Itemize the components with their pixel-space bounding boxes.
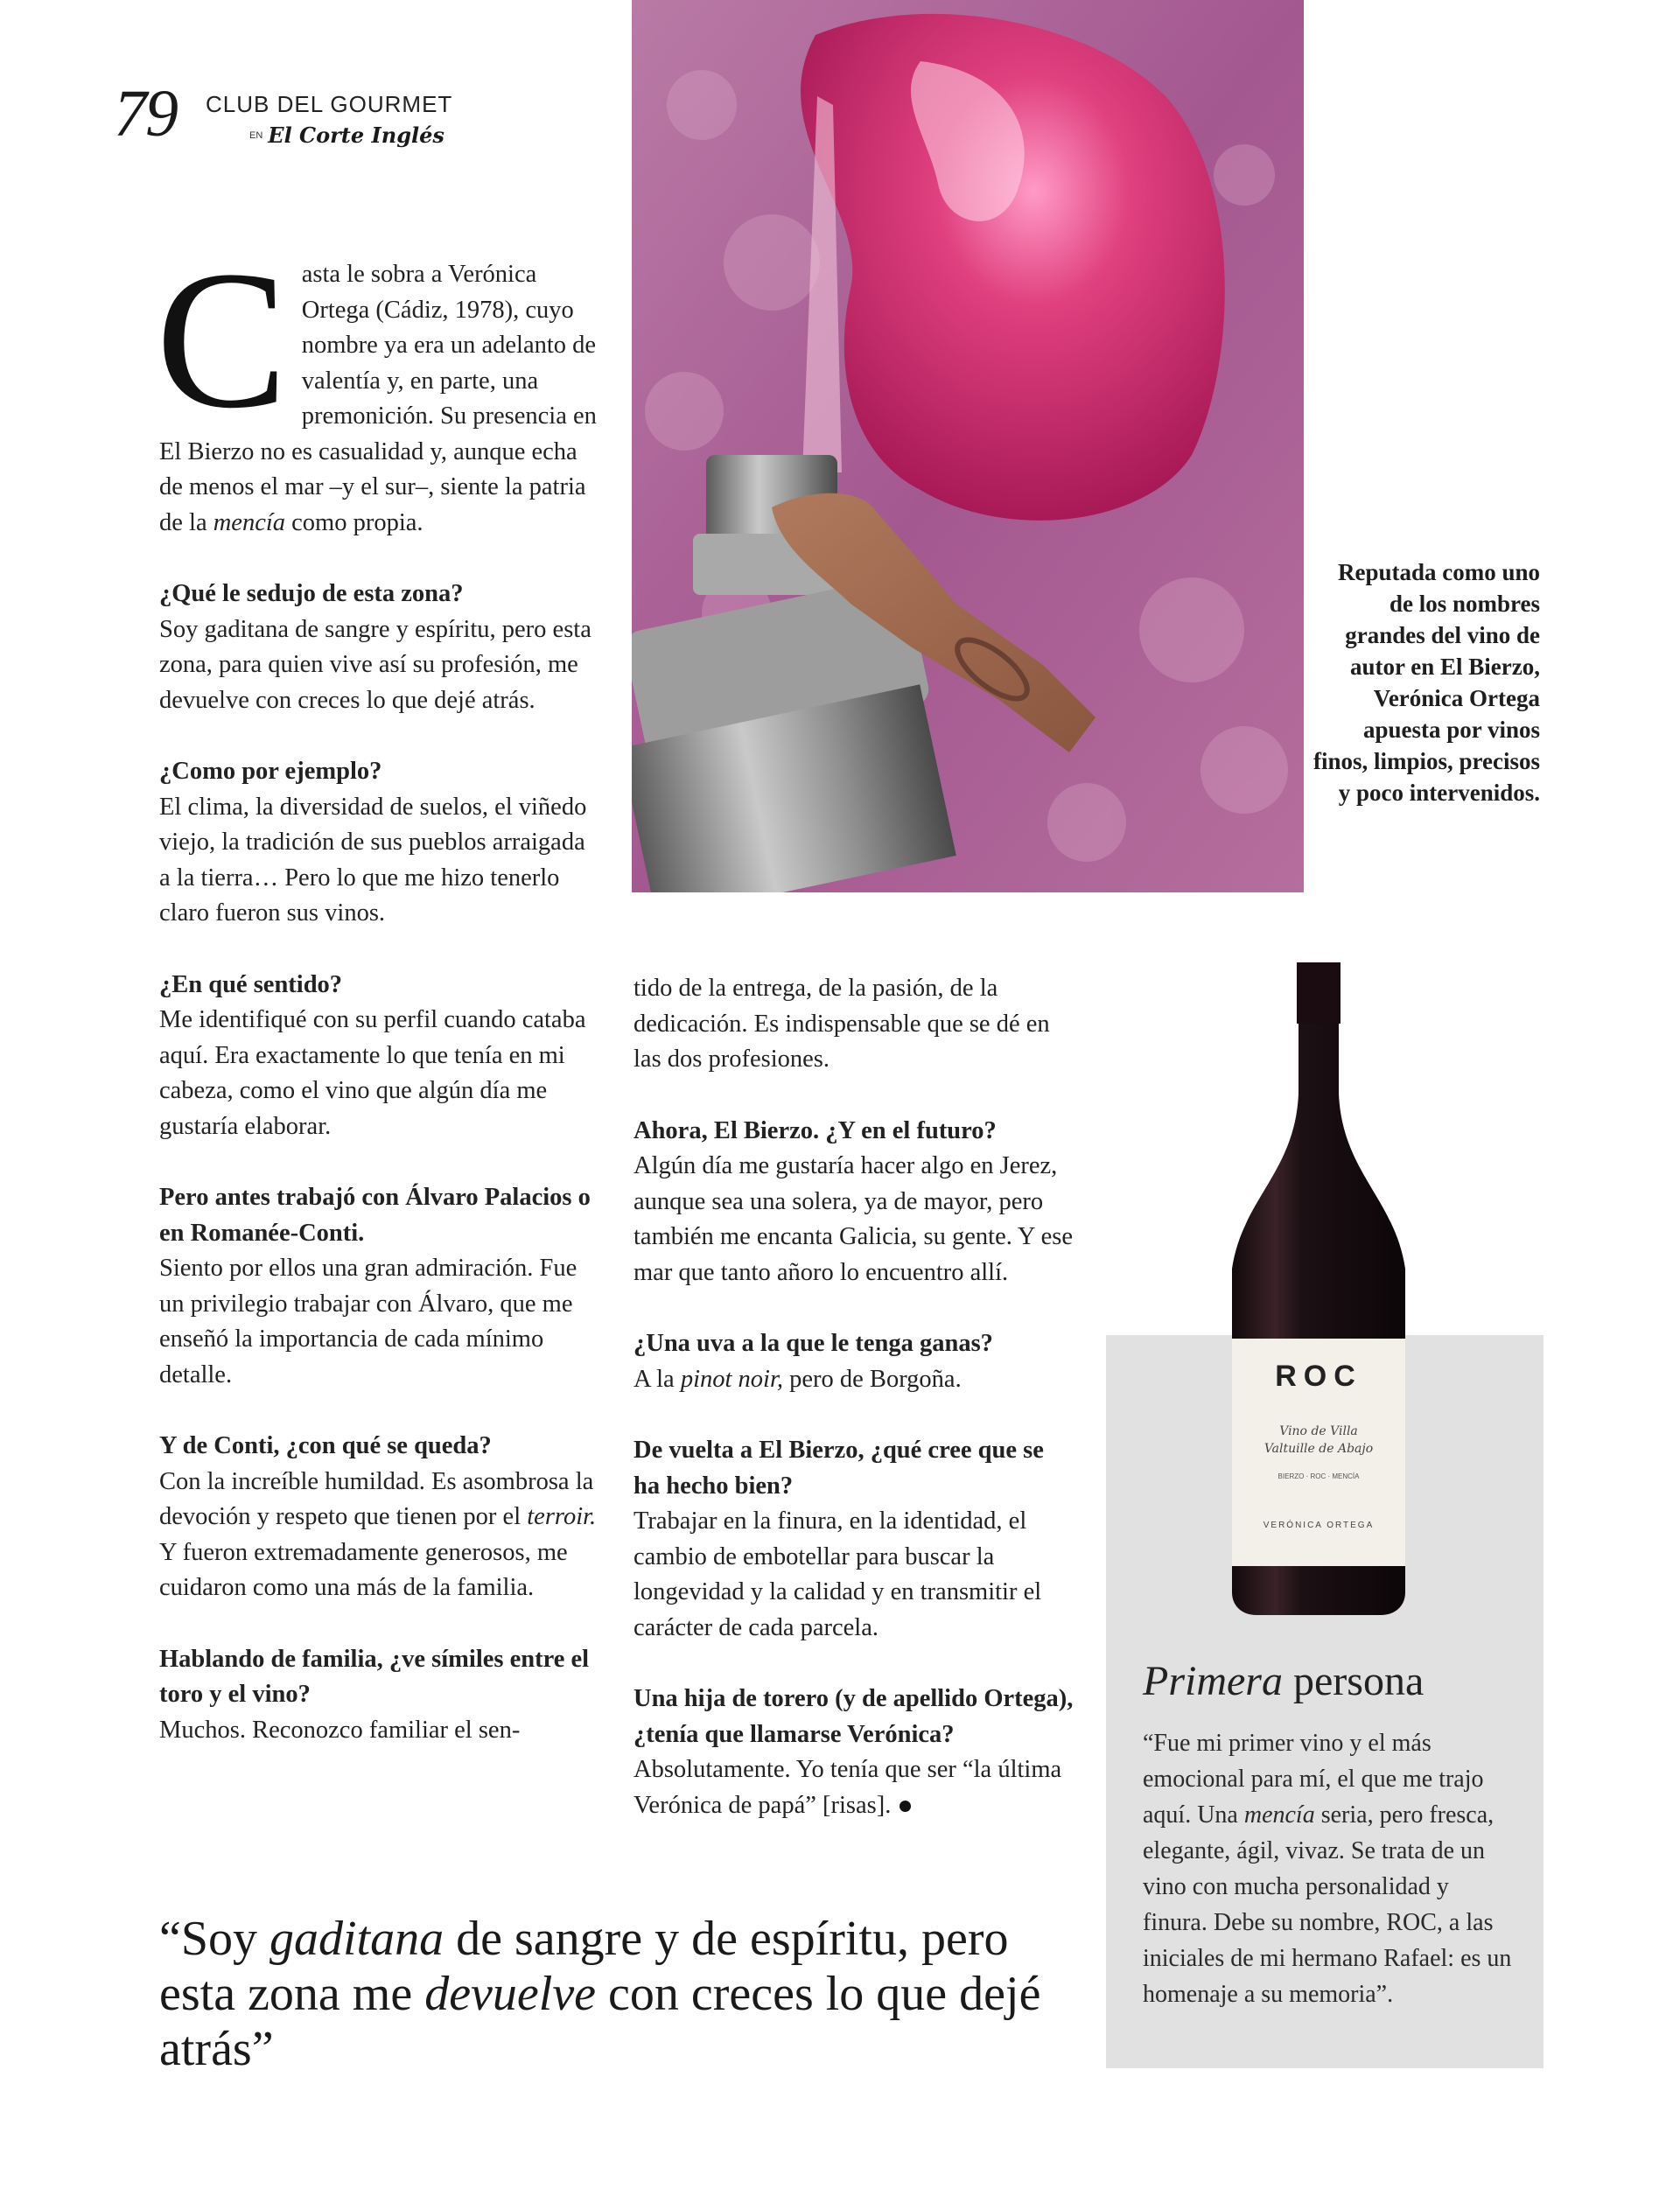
sidebar-quote-text-end: seria, pero fresca, elegante, ágil, vivaz. Se trata de un vino con mucha personalidad y finura. Debe su nombre, ROC, a las iniciales de mi hermano Rafael: es un homenaje a su memoria”. xyxy=(1143,1801,1512,2008)
qa-block xyxy=(634,1433,1075,1646)
brand-logo: El Corte Inglés xyxy=(268,122,444,148)
bottle-label-line1: Vino de Villa xyxy=(1279,1424,1358,1438)
qa-block xyxy=(159,577,597,718)
end-mark xyxy=(900,1801,911,1812)
pull-quote-text: “Soy xyxy=(159,1912,270,1966)
intro-text: asta le sobra a Verónica Ortega (Cádiz, 1978), cuyo nombre ya era un adelanto de valentía y, en parte, una premonición. Su presencia en El Bierzo no es casualidad y, aunque echa de menos el mar –y el sur–, siente la patria de la xyxy=(159,261,597,536)
question: Pero antes trabajó con Álvaro Palacios o en Romanée-Conti. xyxy=(159,1184,591,1247)
sidebar-title-italic: Primera xyxy=(1143,1658,1283,1704)
answer: A la xyxy=(634,1365,681,1393)
question: De vuelta a El Bierzo, ¿qué cree que se ha hecho bien? xyxy=(634,1437,1044,1500)
sidebar-quote-text: “Fue mi primer vino y el más emocional para mí, el que me trajo aquí. Una xyxy=(1143,1730,1484,1829)
intro-italic: mencía xyxy=(213,508,286,536)
qa-block xyxy=(159,968,597,1145)
page-number: 79 xyxy=(114,77,177,150)
wine-bottle xyxy=(1220,962,1418,1617)
intro-paragraph xyxy=(156,230,597,541)
answer-end: pero de Borgoña. xyxy=(783,1365,962,1393)
question: ¿Qué le sedujo de esta zona? xyxy=(159,580,464,607)
answer-italic: terroir. xyxy=(527,1503,597,1530)
answer: Me identifiqué con su perfil cuando cataba aquí. Era exactamente lo que tenía en mi cabeza, como el vino que algún día me gustaría elaborar. xyxy=(159,1006,586,1140)
answer: Con la increíble humildad. Es asombrosa la devoción y respeto que tienen por el xyxy=(159,1467,594,1530)
answer: El clima, la diversidad de suelos, el viñedo viejo, la tradición de sus pueblos arraigada a la tierra… Pero lo que me hizo tenerlo claro fueron sus vinos. xyxy=(159,793,587,927)
answer: tido de la entrega, de la pasión, de la dedicación. Es indispensable que se dé en las dos profesiones. xyxy=(634,975,1050,1073)
qa-block xyxy=(159,1180,597,1393)
answer: Trabajar en la finura, en la identidad, el cambio de embotellar para buscar la longevidad y la calidad y en transmitir el carácter de cada parcela. xyxy=(634,1507,1042,1641)
bottle-label-brand: ROC xyxy=(1275,1360,1362,1393)
question: Y de Conti, ¿con qué se queda? xyxy=(159,1432,492,1459)
sidebar-title-rest: persona xyxy=(1282,1658,1424,1704)
qa-continuation xyxy=(634,971,1075,1078)
sidebar-quote xyxy=(1143,1725,1515,2012)
answer: Algún día me gustaría hacer algo en Jerez, aunque sea una solera, ya de mayor, pero también me encanta Galicia, su gente. Y ese mar que tanto añoro lo encuentro allí. xyxy=(634,1152,1073,1286)
pull-quote-italic: devuelve xyxy=(424,1967,597,2021)
bottle-label-small: BIERZO · ROC · MENCÍA xyxy=(1278,1472,1360,1480)
qa-block xyxy=(159,1429,597,1606)
drop-cap: C xyxy=(156,230,288,449)
pull-quote-text: con creces lo que dejé atrás” xyxy=(159,1967,1041,2076)
answer-italic: pinot noir, xyxy=(680,1365,784,1393)
club-name: CLUB DEL GOURMET xyxy=(206,91,453,117)
brand-prefix: EN xyxy=(249,129,263,141)
sidebar-quote-italic: mencía xyxy=(1243,1801,1315,1829)
qa-block xyxy=(634,1682,1075,1823)
pull-quote xyxy=(159,1912,1087,2077)
sidebar-title xyxy=(1143,1657,1424,1705)
winemaking-photo xyxy=(632,0,1304,892)
answer-end: Y fueron extremadamente generosos, me cuidaron como una más de la familia. xyxy=(159,1538,568,1601)
answer: Absolutamente. Yo tenía que ser “la última Verónica de papá” [risas]. xyxy=(634,1756,1062,1819)
article-column-2 xyxy=(634,971,1075,1823)
question: ¿Una uva a la que le tenga ganas? xyxy=(634,1330,993,1357)
brand-line xyxy=(249,122,444,148)
pull-quote-text: de sangre y de espíritu, pero esta zona me xyxy=(159,1912,1009,2021)
article-column-1 xyxy=(156,230,597,1748)
answer: Soy gaditana de sangre y espíritu, pero esta zona, para quien vive así su profesión, me devuelve con creces lo que dejé atrás. xyxy=(159,615,592,714)
answer: Siento por ellos una gran admiración. Fue un privilegio trabajar con Álvaro, que me enseñó la importancia de cada mínimo detalle. xyxy=(159,1255,578,1388)
qa-block xyxy=(634,1114,1075,1291)
photo-illustration xyxy=(632,0,1304,892)
bottle-label-producer: VERÓNICA ORTEGA xyxy=(1263,1521,1375,1530)
question: ¿Como por ejemplo? xyxy=(159,758,382,785)
question: Ahora, El Bierzo. ¿Y en el futuro? xyxy=(634,1116,997,1144)
question: ¿En qué sentido? xyxy=(159,970,343,998)
question: Hablando de familia, ¿ve símiles entre el toro y el vino? xyxy=(159,1645,590,1708)
qa-block xyxy=(159,1642,597,1749)
bottle-label-line2: Valtuille de Abajo xyxy=(1264,1442,1374,1456)
answer: Muchos. Reconozco familiar el sen- xyxy=(159,1716,521,1744)
qa-block xyxy=(159,754,597,932)
qa-block xyxy=(634,1326,1075,1397)
photo-caption: Reputada como uno de los nombres grandes del vino de autor en El Bierzo, Verónica Ortega apuesta por vinos finos, limpios, precisos y poco intervenidos. xyxy=(1312,559,1540,806)
intro-text-end: como propia. xyxy=(285,508,424,536)
question: Una hija de torero (y de apellido Ortega), ¿tenía que llamarse Verónica? xyxy=(634,1685,1074,1748)
pull-quote-italic: gaditana xyxy=(270,1912,444,1966)
